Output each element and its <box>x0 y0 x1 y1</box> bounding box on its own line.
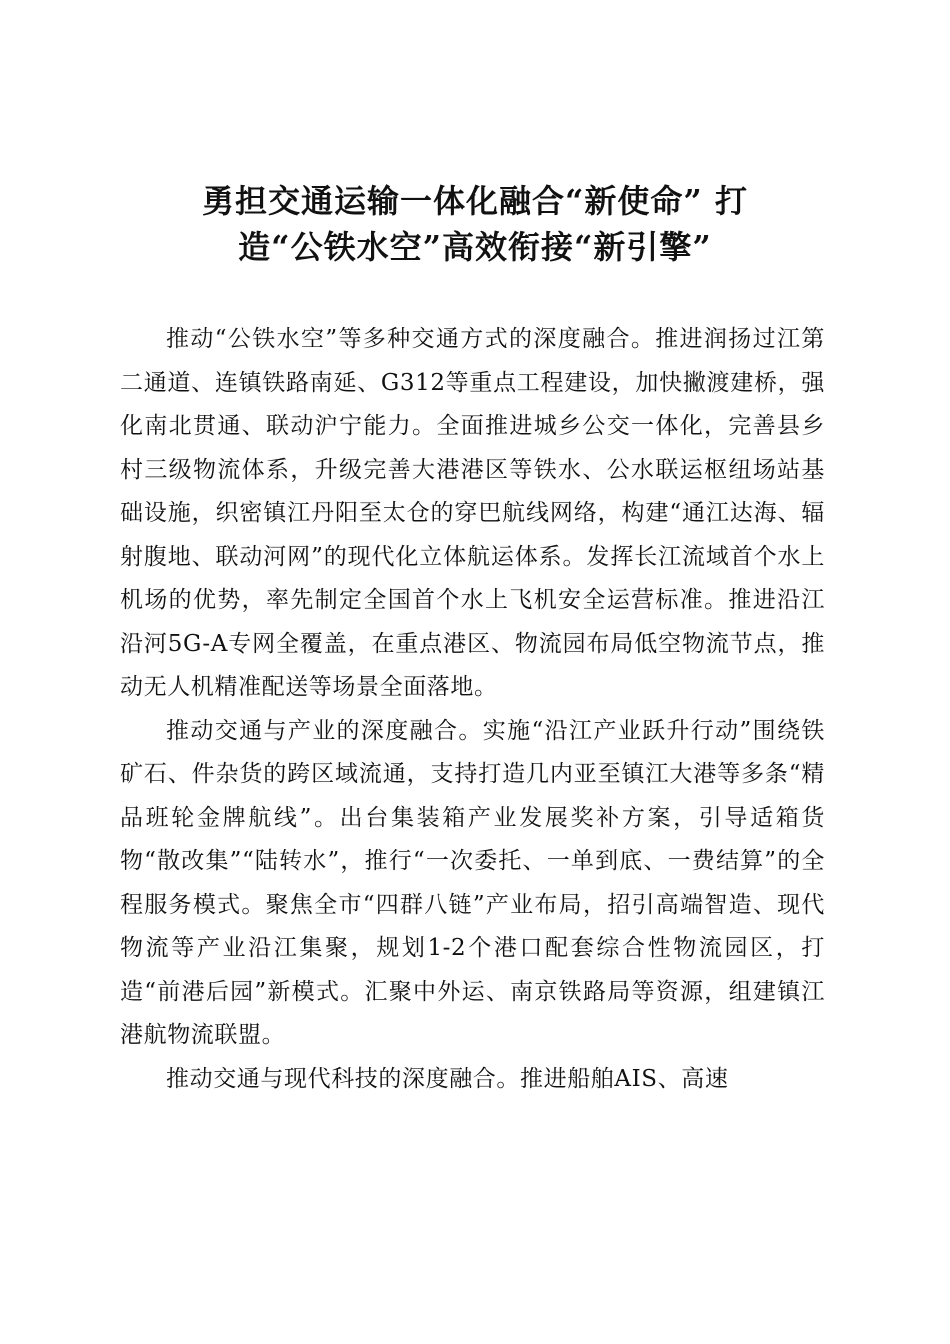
paragraph-2: 推动交通与产业的深度融合。实施“沿江产业跃升行动”围绕铁矿石、件杂货的跨区域流通，支持打造几内亚至镇江大港等多条“精品班轮金牌航线”。出台集装箱产业发展奖补方案，引导适箱货物“散改集”“陆转水”，推行“一次委托、一单到底、一费结算”的全程服务模式。聚焦全市“四群八链”产业布局，招引高端智造、现代物流等产业沿江集聚，规划1-2个港口配套综合性物流园区，打造“前港后园”新模式。汇聚中外运、南京铁路局等资源，组建镇江港航物流联盟。 <box>120 717 825 1048</box>
paragraph-3: 推动交通与现代科技的深度融合。推进船舶AIS、高速 <box>166 1065 729 1092</box>
document-title <box>120 178 830 270</box>
title-line-2: 造“公铁水空”高效衔接“新引擎” <box>238 228 712 266</box>
paragraph-1: 推动“公铁水空”等多种交通方式的深度融合。推进润扬过江第二通道、连镇铁路南延、G312等重点工程建设，加快撇渡建桥，强化南北贯通、联动沪宁能力。全面推进城乡公交一体化，完善县乡村三级物流体系，升级完善大港港区等铁水、公水联运枢纽场站基础设施，织密镇江丹阳至太仓的穿巴航线网络，构建“通江达海、辐射腹地、联动河网”的现代化立体航运体系。发挥长江流域首个水上机场的优势，率先制定全国首个水上飞机安全运营标准。推进沿江沿河5G-A专网全覆盖，在重点港区、物流园布局低空物流节点，推动无人机精准配送等场景全面落地。 <box>120 326 825 700</box>
document-body <box>120 318 825 1101</box>
title-line-1: 勇担交通运输一体化融合“新使命” 打 <box>202 182 748 220</box>
